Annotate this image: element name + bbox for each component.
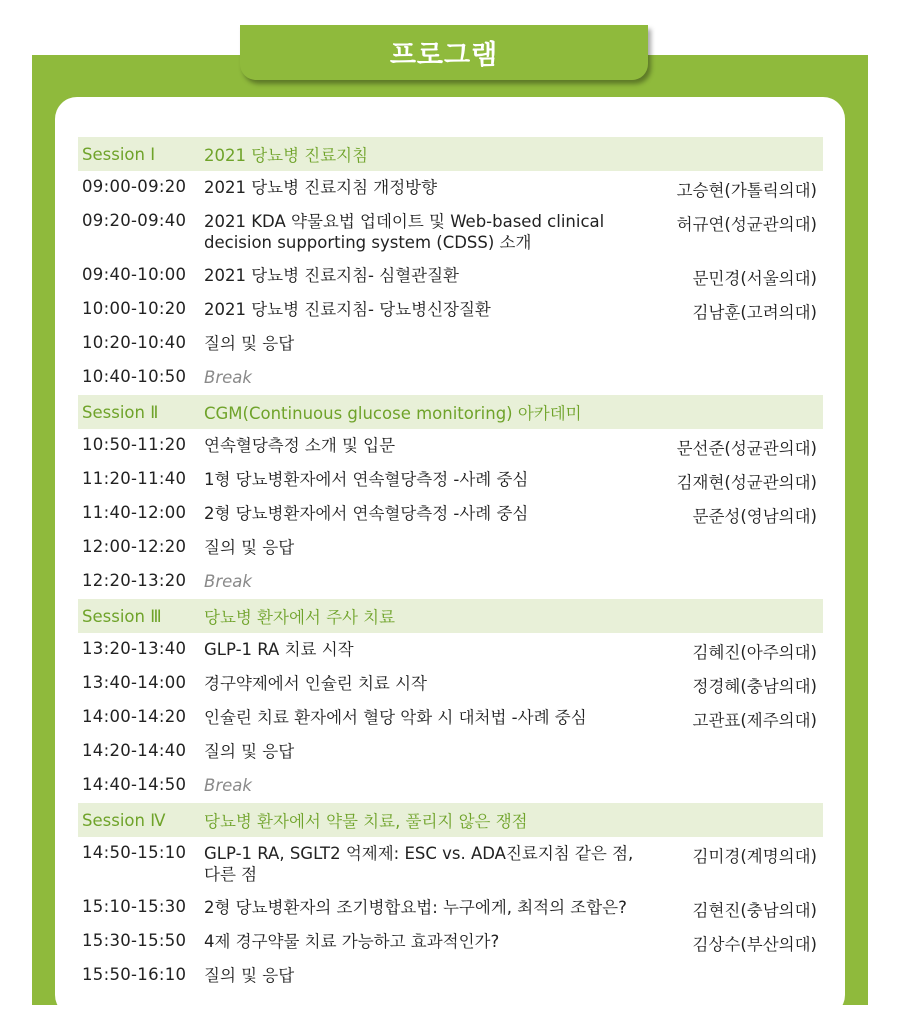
speaker-name: 김남훈(고려의대) [692,303,817,322]
program-schedule [78,137,823,993]
talk-title: 1형 당뇨병환자에서 연속혈당측정 -사례 중심 [204,470,529,489]
talk-title: 2021 KDA 약물요법 업데이트 및 Web-based clinical decision supporting system (CDSS) 소개 [204,212,605,252]
break-label: Break [204,776,252,795]
time-slot: 15:10-15:30 [82,897,187,916]
schedule-row [78,735,823,769]
speaker-name: 고관표(제주의대) [692,711,817,730]
talk-title: 2021 당뇨병 진료지침 개정방향 [204,178,438,197]
schedule-row [78,259,823,293]
session-title: CGM(Continuous glucose monitoring) 아카데미 [204,404,582,423]
speaker-name: 정경혜(충남의대) [692,677,817,696]
speaker-name: 김재현(성균관의대) [676,473,817,492]
talk-title: 2형 당뇨병환자의 조기병합요법: 누구에게, 최적의 조합은? [204,898,627,917]
talk-title: GLP-1 RA 치료 시작 [204,640,354,659]
schedule-row [78,925,823,959]
schedule-row [78,769,823,803]
time-slot: 15:50-16:10 [82,965,187,984]
talk-title: 연속혈당측정 소개 및 입문 [204,436,396,455]
time-slot: 12:00-12:20 [82,537,187,556]
speaker-name: 김현진(충남의대) [692,901,817,920]
time-slot: 15:30-15:50 [82,931,187,950]
talk-title: 4제 경구약물 치료 가능하고 효과적인가? [204,932,500,951]
schedule-row [78,701,823,735]
speaker-name: 김미경(계명의대) [692,847,817,866]
time-slot: 12:20-13:20 [82,571,187,590]
session-header [78,395,823,429]
schedule-row [78,361,823,395]
session-header [78,803,823,837]
time-slot: 09:20-09:40 [82,211,187,230]
session-label: Session Ⅲ [82,606,162,626]
talk-title: 질의 및 응답 [204,334,295,353]
speaker-name: 문준성(영남의대) [692,507,817,526]
schedule-row [78,667,823,701]
session-title: 당뇨병 환자에서 약물 치료, 풀리지 않은 쟁점 [204,812,528,831]
schedule-row [78,633,823,667]
speaker-name: 허규연(성균관의대) [676,215,817,234]
time-slot: 11:40-12:00 [82,503,187,522]
speaker-name: 김상수(부산의대) [692,935,817,954]
time-slot: 10:50-11:20 [82,435,187,454]
speaker-name: 문민경(서울의대) [692,269,817,288]
schedule-row [78,891,823,925]
speaker-name: 고승현(가톨릭의대) [676,181,817,200]
time-slot: 14:20-14:40 [82,741,187,760]
talk-title: 2021 당뇨병 진료지침- 당뇨병신장질환 [204,300,491,319]
time-slot: 10:40-10:50 [82,367,187,386]
schedule-row [78,837,823,891]
time-slot: 10:20-10:40 [82,333,187,352]
break-label: Break [204,368,252,387]
time-slot: 09:00-09:20 [82,177,187,196]
schedule-row [78,171,823,205]
program-title-tab [240,25,648,80]
schedule-row [78,327,823,361]
session-header [78,599,823,633]
session-title: 당뇨병 환자에서 주사 치료 [204,608,396,627]
session-label: Session Ⅱ [82,402,159,422]
time-slot: 14:50-15:10 [82,843,187,862]
speaker-name: 문선준(성균관의대) [676,439,817,458]
session-label: Session Ⅰ [82,144,156,164]
time-slot: 13:40-14:00 [82,673,187,692]
schedule-row [78,959,823,993]
schedule-row [78,497,823,531]
talk-title: 2형 당뇨병환자에서 연속혈당측정 -사례 중심 [204,504,529,523]
time-slot: 14:00-14:20 [82,707,187,726]
time-slot: 13:20-13:40 [82,639,187,658]
page-title: 프로그램 [389,40,499,71]
talk-title: 질의 및 응답 [204,742,295,761]
talk-title: 질의 및 응답 [204,966,295,985]
talk-title: 인슐린 치료 환자에서 혈당 악화 시 대처법 -사례 중심 [204,708,587,727]
talk-title: 2021 당뇨병 진료지침- 심혈관질환 [204,266,459,285]
speaker-name: 김혜진(아주의대) [692,643,817,662]
session-header [78,137,823,171]
time-slot: 10:00-10:20 [82,299,187,318]
schedule-row [78,565,823,599]
talk-title: GLP-1 RA, SGLT2 억제제: ESC vs. ADA진료지침 같은 점, 다른 점 [204,844,634,884]
time-slot: 11:20-11:40 [82,469,187,488]
session-label: Session Ⅳ [82,810,166,830]
schedule-row [78,293,823,327]
break-label: Break [204,572,252,591]
talk-title: 질의 및 응답 [204,538,295,557]
time-slot: 09:40-10:00 [82,265,187,284]
talk-title: 경구약제에서 인슐린 치료 시작 [204,674,427,693]
schedule-row [78,463,823,497]
schedule-row [78,429,823,463]
session-title: 2021 당뇨병 진료지침 [204,146,369,165]
time-slot: 14:40-14:50 [82,775,187,794]
schedule-row [78,531,823,565]
schedule-row [78,205,823,259]
